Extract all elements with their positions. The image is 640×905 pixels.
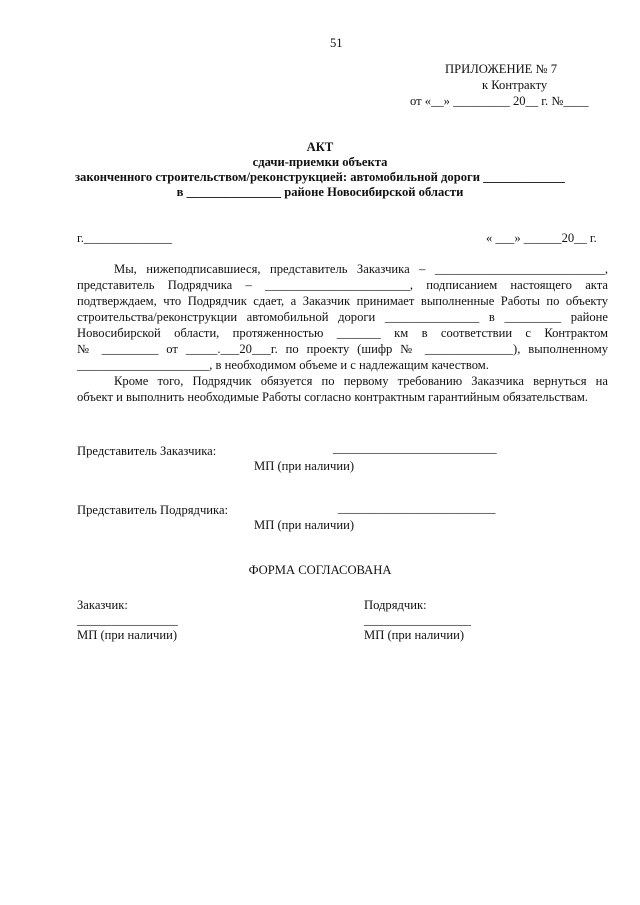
body-line: представитель Подрядчика – _______________________, подписанием настоящего акта	[77, 278, 608, 292]
body-line: № _________ от _____.___20___г. по проекту (шифр № ______________), выполненному	[77, 342, 608, 356]
body-line: Мы, нижеподписавшиеся, представитель Заказчика – ___________________________,	[114, 262, 608, 276]
agreed-contractor-label: Подрядчик:	[364, 598, 427, 612]
body-line: Новосибирской области, протяженностью _______ км в соответствии с Контрактом	[77, 326, 608, 340]
agreed-customer-stamp: МП (при наличии)	[77, 628, 178, 642]
customer-signature-line: __________________________	[333, 441, 497, 455]
contractor-signature-line: _________________________	[338, 501, 496, 515]
appendix-contract-ref: к Контракту	[482, 78, 548, 92]
page-number: 51	[330, 36, 343, 50]
body-line: _____________________, в необходимом объеме и с надлежащим качеством.	[77, 358, 489, 372]
body-line: объект и выполнить необходимые Работы согласно контрактным гарантийным обязательствам.	[77, 390, 588, 404]
body-line: Кроме того, Подрядчик обязуется по первому требованию Заказчика вернуться на	[114, 374, 608, 388]
agreed-contractor-line: _________________	[364, 613, 472, 627]
contractor-stamp-label: МП (при наличии)	[254, 518, 355, 532]
agreed-customer-label: Заказчик:	[77, 598, 128, 612]
agreed-customer-line: ________________	[77, 613, 178, 627]
customer-rep-label: Представитель Заказчика:	[77, 444, 217, 458]
agreed-contractor-stamp: МП (при наличии)	[364, 628, 465, 642]
appendix-contract-date: от «__» _________ 20__ г. №____	[410, 94, 589, 108]
date-field: « ___» ______20__ г.	[486, 231, 597, 245]
act-title-line3: законченного строительством/реконструкцией: автомобильной дороги _____________	[75, 170, 565, 184]
body-line: строительства/реконструкции автомобильной дороги _______________ в _________ районе	[77, 310, 608, 324]
customer-stamp-label: МП (при наличии)	[254, 459, 355, 473]
contractor-rep-label: Представитель Подрядчика:	[77, 503, 229, 517]
body-line: подтверждаем, что Подрядчик сдает, а Заказчик принимает выполненные Работы по объекту	[77, 294, 608, 308]
appendix-title: ПРИЛОЖЕНИЕ № 7	[445, 62, 557, 76]
act-title-line1: АКТ	[306, 140, 334, 154]
act-title-line4: в _______________ районе Новосибирской области	[176, 185, 464, 199]
place-field: г.______________	[77, 231, 173, 245]
form-agreed-heading: ФОРМА СОГЛАСОВАНА	[248, 563, 392, 577]
act-title-line2: сдачи-приемки объекта	[252, 155, 388, 169]
